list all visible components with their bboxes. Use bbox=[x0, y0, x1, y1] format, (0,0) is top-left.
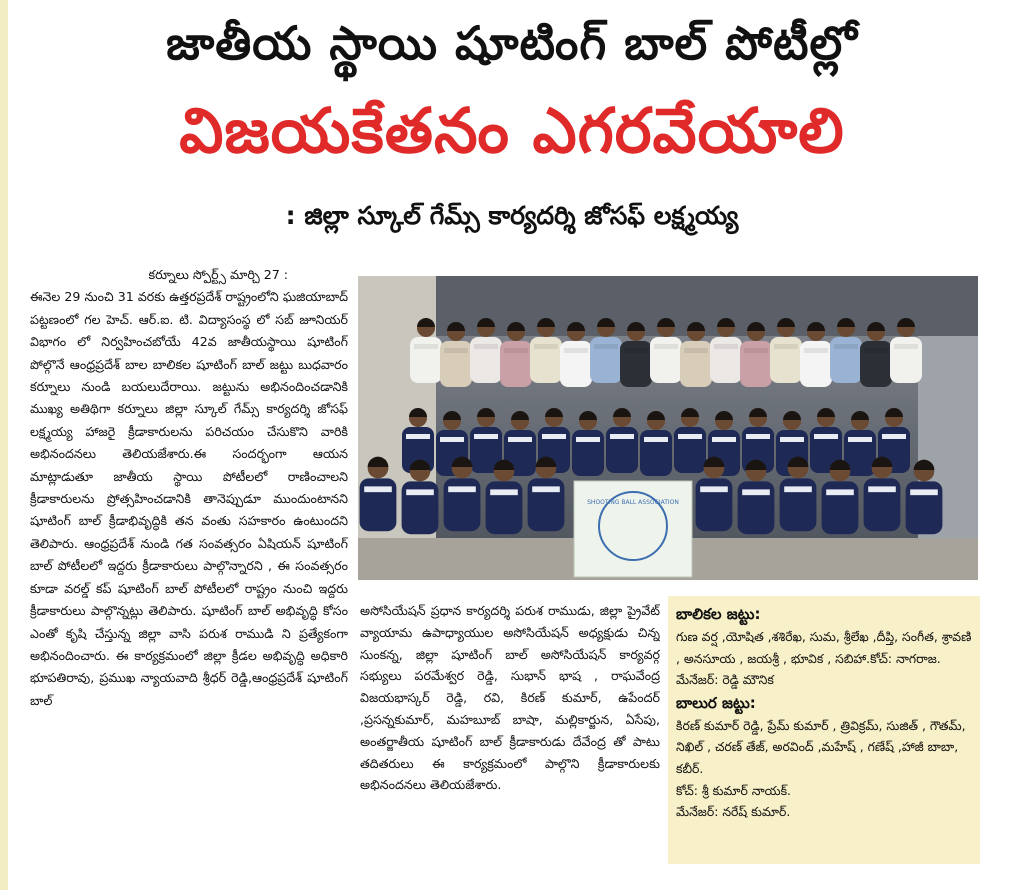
girls-team-manager: మేనేజర్: రెడ్డి మౌనిక bbox=[676, 672, 774, 688]
team-group-photo bbox=[358, 276, 978, 580]
girls-team-heading: బాలికల జట్టు: bbox=[676, 605, 761, 623]
association-banner bbox=[574, 481, 692, 577]
headline-line-2: విజయకేతనం ఎగరవేయాలి bbox=[179, 94, 845, 167]
player-middle-row bbox=[640, 411, 672, 476]
team-photo-illustration bbox=[358, 276, 978, 580]
article-body-left: ఈనెల 29 నుంచి 31 వరకు ఉత్తరప్రదేశ్ రాష్ట్రంలోని ఘజియాబాద్ పట్టణంలో గల హెచ్. ఆర్.ఐ. టి. విద్యాసంస్థ లో సబ్ జూనియర్ విభాగం లో నిర్వహించబోయే 42వ జాతీయస్థాయి షూటింగ్ పోల్గొనే ఆంధ్రప్రదేశ్ బాల బాలికల షూటింగ్ బాల్ జట్టు బుధవారం కర్నూలు నుండి బయలుదేరాయి. జట్టును అభినందించడానికి ముఖ్య అతిథిగా కర్నూలు జిల్లా స్కూల్ గేమ్స్ కార్యదర్శి జోసఫ్ లక్ష్మయ్య హాజరై క్రీడాకారులను పరిచయం చేసుకొని వారికి అభినందనలు తెలియజేశారు.ఈ సందర్భంగా ఆయన మాట్లాడుతూ జాతీయ స్థాయి పోటీలలో రాణించాలని క్రీడాకారులను ప్రోత్సహించడానికి తానెప్పుడూ ముందుంటానని షూటింగ్ బాల్ క్రీడాభివృద్ధికి తన వంతు సహకారం ఉంటుందని తెలిపారు. ఆంధ్రప్రదేశ్ నుండి గత సంవత్సరం ఏషియన్ షూటింగ్ బాల్ పోటీలలో ఇద్దరు క్రీడాకారులు పాల్గొన్నారని , ఈ సంవత్సరం కూడా వరల్డ్ కప్ షూటింగ్ బాల్ పోటీలలో రాష్ట్రం నుంచి ఇద్దరు క్రీడాకారులు పాల్గొన్నట్లు తెలిపారు. షూటింగ్ బాల్ అభివృద్ధి కోసం ఎంతో కృషి చేస్తున్న జిల్లా వాసి పరుశ రాముడి ని ప్రత్యేకంగా అభినందించారు. ఈ కార్యక్రమంలో జిల్లా క్రీడల అభివృద్ధి అధికారి భూపతిరావు, ప్రముఖ న్యాయవాది శ్రీధర్ రెడ్డి,ఆంధ్రప్రదేశ్ షూటింగ్ బాల్ bbox=[30, 289, 348, 708]
subheadline: : జిల్లా స్కూల్ గేమ్స్ కార్యదర్శి జోసఫ్ లక్ష్మయ్య bbox=[285, 201, 739, 230]
boys-team-manager: మేనేజర్: నరేష్ కుమార్. bbox=[676, 804, 791, 820]
page-edge-strip bbox=[0, 0, 8, 890]
team-roster-box bbox=[668, 596, 980, 864]
boys-team-heading: బాలుర జట్టు: bbox=[676, 693, 756, 712]
article-column-left bbox=[30, 264, 348, 864]
boys-team-coach: కోచ్: శ్రీ కుమార్ నాయక్. bbox=[676, 782, 791, 798]
dateline: కర్నూలు స్పోర్ట్స్ మార్చి 27 : bbox=[148, 267, 288, 282]
article-column-middle bbox=[360, 600, 660, 870]
article-body-middle: అసోసియేషన్ ప్రధాన కార్యదర్శి పరుశ రాముడు, జిల్లా ప్రైవేట్ వ్యాయామ ఉపాధ్యాయుల అసోసియేషన్ అధ్యక్షుడు చిన్న సుంకన్న, జిల్లా షూటింగ్ బాల్ అసోసియేషన్ కార్యవర్గ సభ్యులు పరమేశ్వర రెడ్డి, సుభాన్ భాష , రాఘవేంద్ర విజయభాస్కర్ రెడ్డి, రవి, కిరణ్ కుమార్, ఉపేందర్ ,ప్రసన్నకుమార్, మహబూబ్ బాషా, మల్లికార్జున, ఏసేపు, అంతర్జాతీయ షూటింగ్ బాల్ క్రీడాకారుడు దేవేంద్ర తో పాటు తదితరులు ఈ కార్యక్రమంలో పాల్గొని క్రీడాకారులకు అభినందనలు తెలియజేశారు. bbox=[360, 603, 660, 793]
girls-team-players: గుణ వర్ష ,యోషిత ,శశిరేఖ, సుమ, శ్రీలేఖ ,దీప్తి, సంగీత, శ్రావణి , అనసూయ , జయశ్రీ , భూవిక , సబిహా.కోచ్: నాగరాజ. bbox=[676, 629, 972, 666]
headline-line-1: జాతీయ స్థాయి షూటింగ్ బాల్ పోటీల్లో bbox=[166, 16, 858, 70]
player-middle-row bbox=[674, 408, 706, 473]
boys-team-players: కిరణ్ కుమార్ రెడ్డి, ప్రేమ్ కుమార్ , త్రివిక్రమ్, సుజిత్ , గౌతమ్, నిఖిల్ , చరణ్ తేజ్, అరవింద్ ,మహేష్ , గణేష్ ,హాజీ బాబా, కబీర్. bbox=[676, 717, 966, 776]
back-row-adults bbox=[410, 318, 922, 387]
banner-cloth bbox=[574, 481, 692, 577]
banner-text: SHOOTING BALL ASSOCIATION bbox=[587, 499, 679, 506]
player-middle-row bbox=[572, 411, 604, 476]
player-middle-row bbox=[606, 408, 638, 473]
